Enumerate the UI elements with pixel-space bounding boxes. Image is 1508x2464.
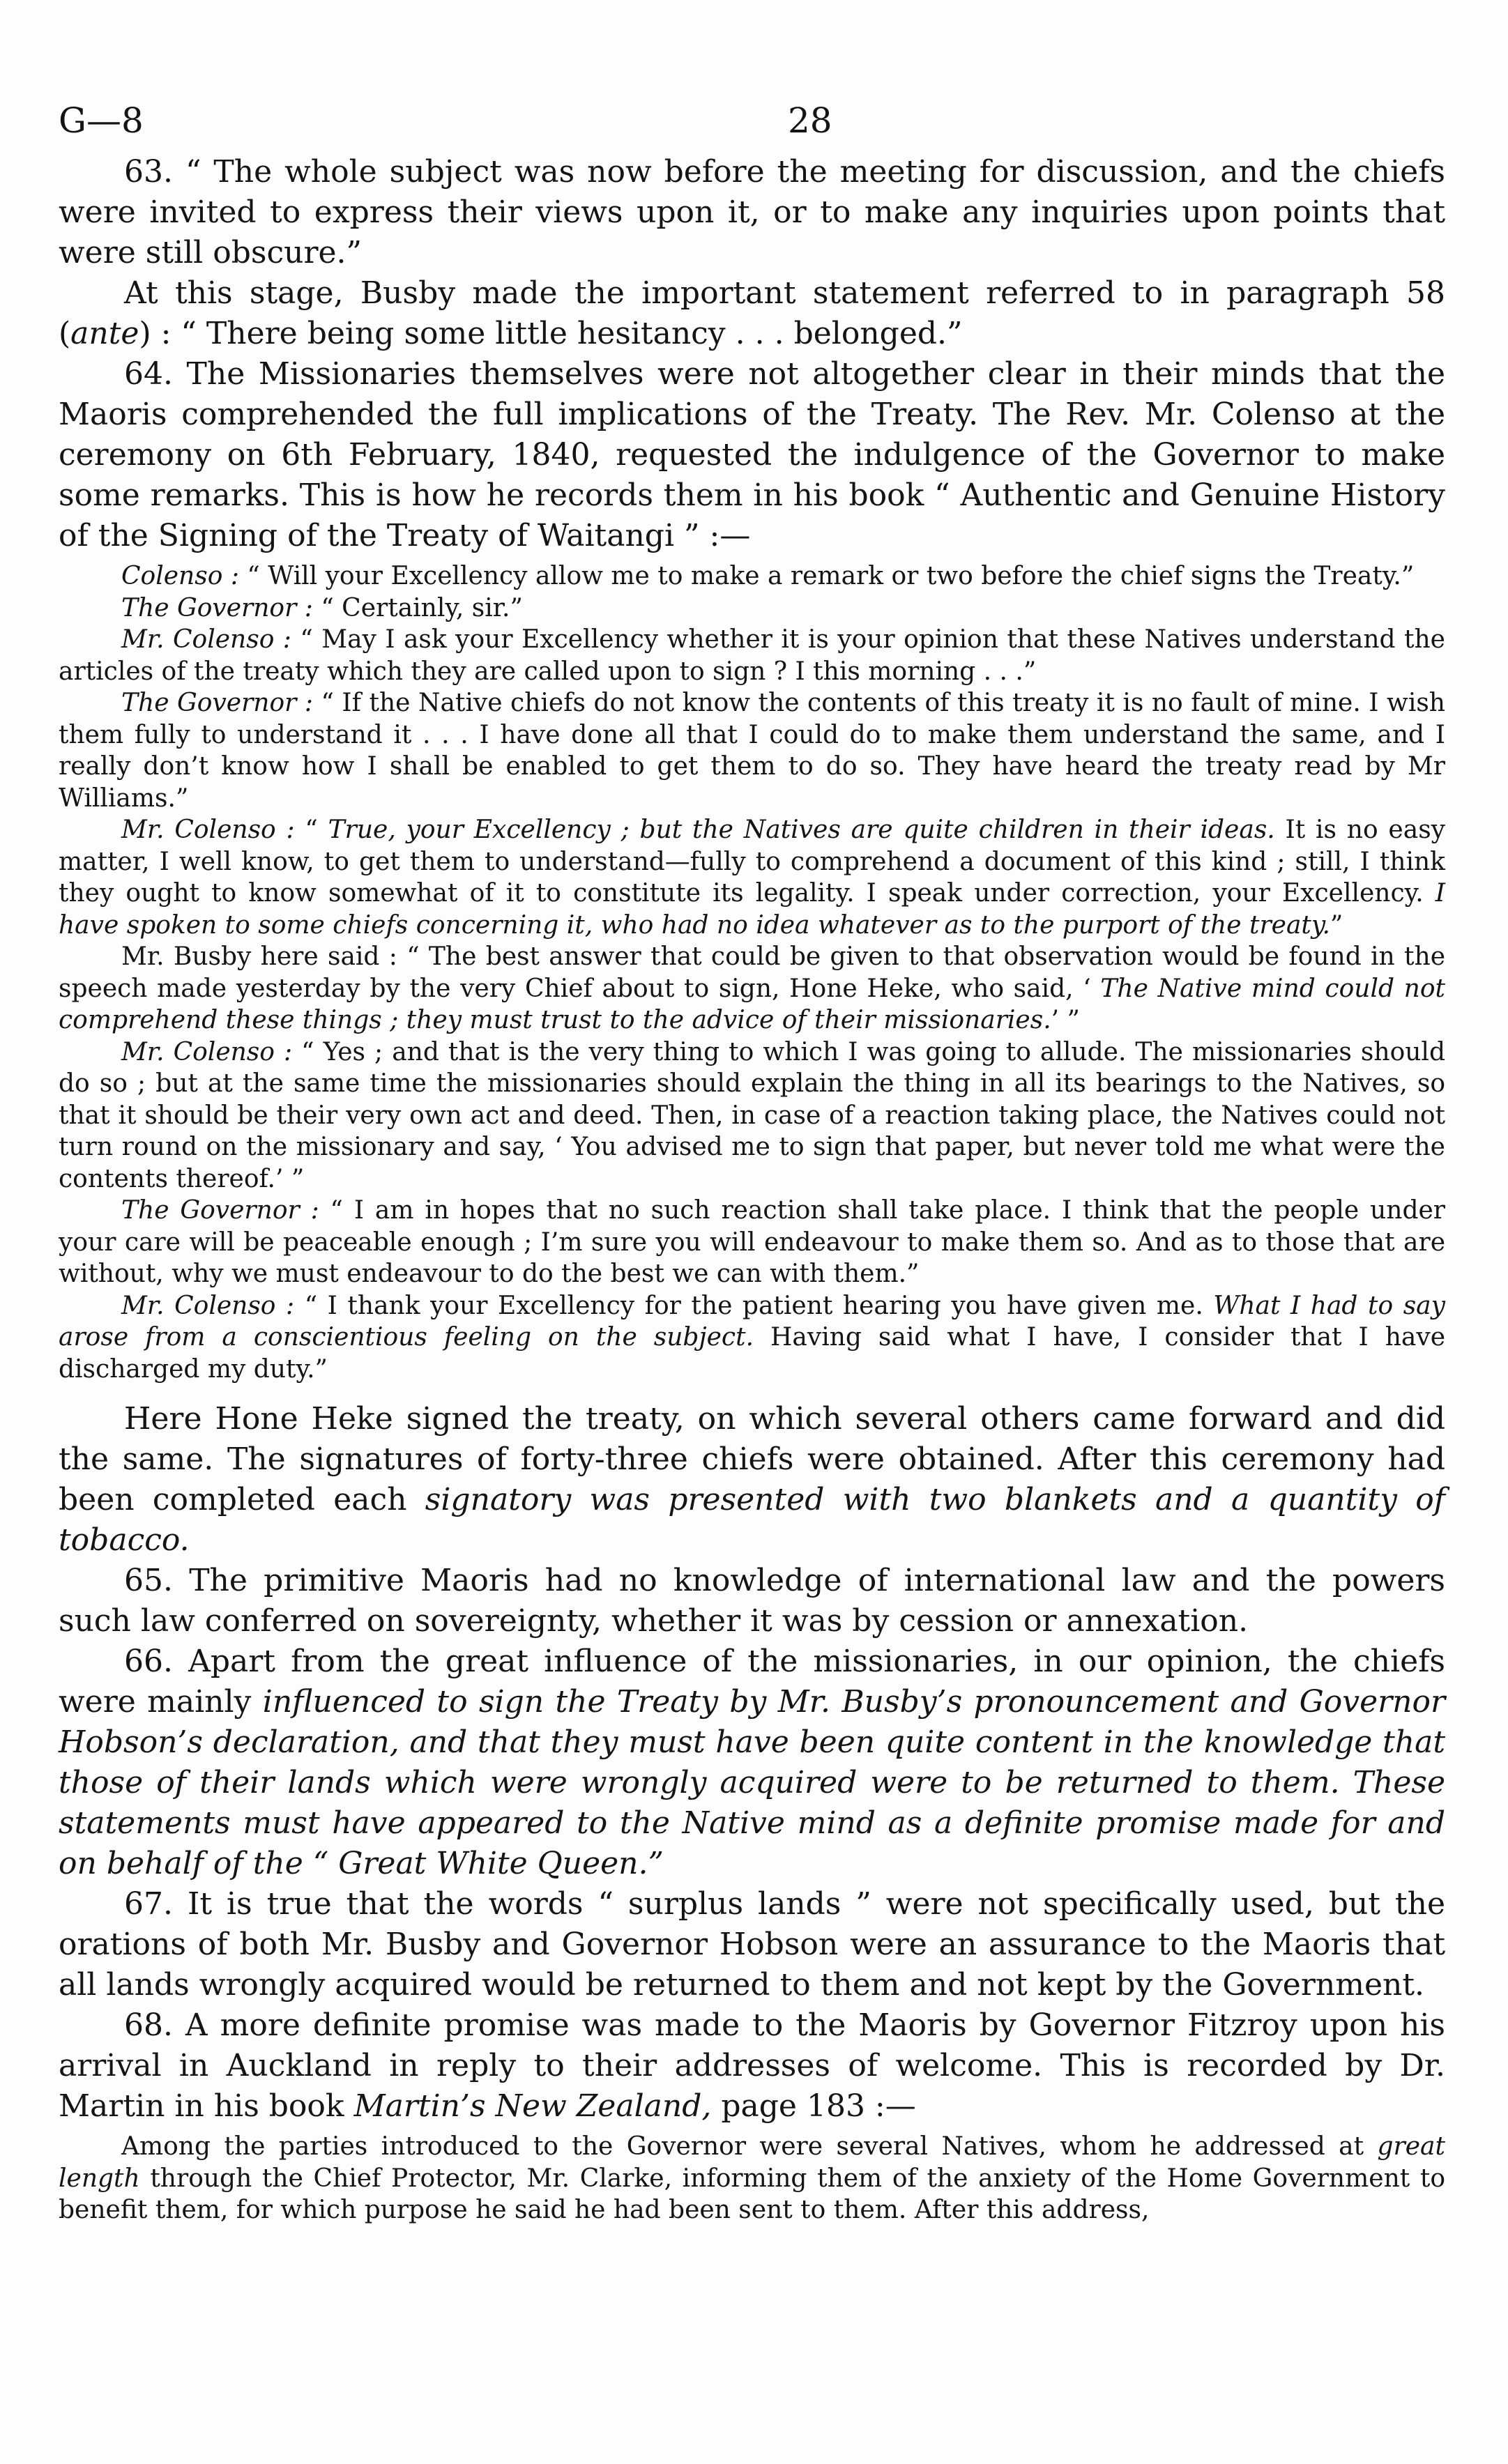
dialogue-line: Mr. Busby here said : “ The best answer that could be given to that observation would be found in the speech made yesterday by the very Chief about to sign, Hone Heke, who said, ‘ The Native mind could not comprehend these things ; they must trust to the advice of their missionaries.’ ” bbox=[59, 942, 1445, 1034]
paragraph-64: 64. The Missionaries themselves were not altogether clear in their minds that the Maoris comprehended the full implications of the Treaty. The Rev. Mr. Colenso at the ceremony on 6th February, 1840, requested the indulgence of the Governor to make some remarks. This is how he records them in his book “ Authentic and Genuine History of the Signing of the Treaty of Waitangi ” :— bbox=[59, 356, 1445, 553]
dialogue-line: Mr. Colenso : “ May I ask your Excellency whether it is your opinion that these Natives understand the articles of the treaty which they are called upon to sign ? I this morning . . .” bbox=[59, 625, 1445, 686]
speaker-label: Colenso : bbox=[121, 562, 239, 590]
dialogue-line: The Governor : “ If the Native chiefs do not know the contents of this treaty it is no fault of mine. I wish them fully to understand it . . . I have done all that I could do to make them understand the same, and I really don’t know how I shall be enabled to get them to do so. They have heard the treaty read by Mr Williams.” bbox=[59, 689, 1445, 813]
speaker-label: Mr. Colenso : bbox=[121, 1291, 295, 1320]
dialogue-line: The Governor : “ I am in hopes that no such reaction shall take place. I think that the people under your care will be peaceable enough ; I’m sure you will endeavour to make them so. And as to those that are without, why we must endeavour to do the best we can with them.” bbox=[59, 1196, 1446, 1288]
paragraph-66: 66. Apart from the great influence of the missionaries, in our opinion, the chiefs were mainly influenced to sign the Treaty by Mr. Busby’s pronouncement and Governor Hobson’s declaration, and that they must have been quite content in the knowledge that those of their lands which were wrongly acquired were to be returned to them. These statements must have appeared to the Native mind as a definite promise made for and on behalf of the “ Great White Queen.” bbox=[59, 1644, 1446, 1881]
speaker-label: The Governor : bbox=[121, 689, 313, 717]
dialogue-line: Mr. Colenso : “ Yes ; and that is the very thing to which I was going to allude. The missionaries should do so ; but at the same time the missionaries should explain the thing in all its bearings to the Natives, so that it should be their very own act and deed. Then, in case of a reaction taking place, the Natives could not turn round on the missionary and say, ‘ You advised me to sign that paper, but never told me what were the contents thereof.’ ” bbox=[59, 1037, 1445, 1193]
speaker-label: Mr. Colenso : bbox=[121, 816, 295, 844]
speaker-label: Mr. Colenso : bbox=[121, 625, 291, 654]
document-reference: G—8 bbox=[59, 100, 144, 141]
dialogue-line: Mr. Colenso : “ True, your Excellency ; but the Natives are quite children in their ideas. It is no easy matter, I well know, to get them to understand—fully to comprehend a document of this kind ; still, I think they ought to know somewhat of it to constitute its legality. I speak under correction, your Excellency. I have spoken to some chiefs concerning it, who had no idea whatever as to the purport of the treaty.” bbox=[59, 816, 1446, 940]
colenso-dialogue bbox=[59, 560, 1445, 1385]
dialogue-line: Colenso : “ Will your Excellency allow me to make a remark or two before the chief signs the Treaty.” bbox=[121, 562, 1415, 590]
page-header bbox=[59, 100, 1445, 152]
paragraph-68: 68. A more definite promise was made to the Maoris by Governor Fitzroy upon his arrival in Auckland in reply to their addresses of welcome. This is recorded by Dr. Martin in his book Martin’s New Zealand, page 183 :— bbox=[59, 2007, 1445, 2124]
paragraph-heke-signing: Here Hone Heke signed the treaty, on which several others came forward and did the same. The signatures of forty-three chiefs were obtained. After this ceremony had been completed each signatory was presented with two blankets and a quantity of tobacco. bbox=[59, 1401, 1446, 1558]
dialogue-line: The Governor : “ Certainly, sir.” bbox=[121, 593, 523, 622]
paragraph-65: 65. The primitive Maoris had no knowledge of international law and the powers such law conferred on sovereignty, whether it was by cession or annexation. bbox=[59, 1563, 1445, 1639]
paragraph-63-continued: At this stage, Busby made the important statement referred to in paragraph 58 (ante) : “ There being some little hesitancy . . . belonged.” bbox=[59, 275, 1445, 351]
dialogue-line: Mr. Colenso : “ I thank your Excellency for the patient hearing you have given me. What I had to say arose from a conscientious feeling on the subject. Having said what I have, I consider that I have discharged my duty.” bbox=[59, 1291, 1446, 1384]
paragraph-67: 67. It is true that the words “ surplus lands ” were not specifically used, but the orations of both Mr. Busby and Governor Hobson were an assurance to the Maoris that all lands wrongly acquired would be returned to them and not kept by the Government. bbox=[59, 1886, 1445, 2003]
page-number: 28 bbox=[788, 100, 832, 141]
paragraph-63: 63. “ The whole subject was now before the meeting for discussion, and the chiefs were invited to express their views upon it, or to make any inquiries upon points that were still obscure.” bbox=[59, 154, 1445, 270]
speaker-label: The Governor : bbox=[121, 1196, 319, 1225]
speaker-label: Mr. Colenso : bbox=[121, 1037, 293, 1066]
speaker-label: The Governor : bbox=[121, 593, 313, 622]
martin-quote: Among the parties introduced to the Governor were several Natives, whom he addressed at great length through the Chief Protector, Mr. Clarke, informing them of the anxiety of the Home Government to benefit them, for which purpose he said he had been sent to them. After this address, bbox=[59, 2132, 1445, 2224]
